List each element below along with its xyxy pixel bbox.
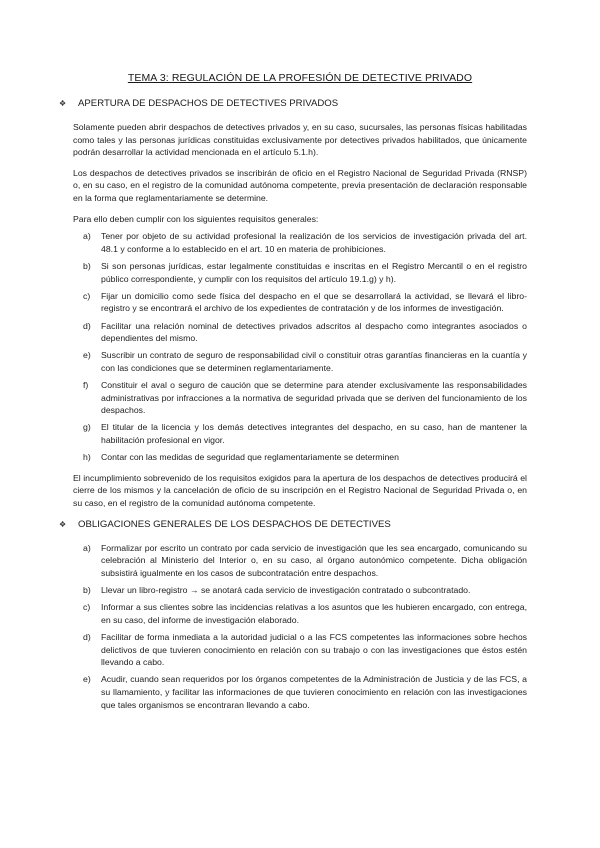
- section-heading-apertura: [59, 98, 527, 109]
- paragraph: Para ello deben cumplir con los siguientes requisitos generales:: [73, 213, 319, 224]
- list-item-letter: b): [83, 260, 91, 271]
- list-item: [83, 631, 527, 669]
- list-item: [83, 349, 527, 374]
- list-item-letter: d): [83, 631, 91, 642]
- list-item-text: Informar a sus clientes sobre las incidencias relativas a los asuntos que les hubieren encargado, con entrega, en su caso, del informe de investigación elaborado.: [101, 602, 527, 625]
- list-item-text: Contar con las medidas de seguridad que reglamentariamente se determinen: [101, 452, 399, 463]
- diamond-bullet-icon: ❖: [59, 519, 67, 529]
- list-item-text: Facilitar una relación nominal de detectives privados adscritos al despacho como integrantes asociados o dependientes del mismo.: [101, 320, 527, 344]
- paragraph: El incumplimiento sobrevenido de los requisitos exigidos para la apertura de los despachos de detectives producirá el cierre de los mismos y la cancelación de oficio de su inscripción en el Registro Nacional de Seguridad Privada o, en su caso, en el registro de la comunidad autónoma competente.: [73, 472, 527, 508]
- list-item: [83, 290, 527, 315]
- page-title: TEMA 3: REGULACIÓN DE LA PROFESIÓN DE DETECTIVE PRIVADO: [127, 72, 473, 84]
- list-item-text: Facilitar de forma inmediata a la autoridad judicial o a las FCS competentes las informaciones sobre hechos delictivos de que tuvieren conocimiento en relación con su trabajo o con las investigaciones que éstos estén llevando a cabo.: [101, 631, 527, 668]
- list-item-text: Si son personas jurídicas, estar legalmente constituidas e inscritas en el Registro Mercantil o en el registro público correspondiente, y cumplir con los requisitos del artículo 19.1.g) y h).: [101, 260, 527, 284]
- list-item-letter: d): [83, 320, 91, 331]
- list-item-letter: e): [83, 350, 91, 361]
- list-item-letter: c): [83, 602, 91, 613]
- list-item-text: Constituir el aval o seguro de caución que se determine para atender exclusivamente las responsabilidades administrativas por infracciones a la normativa de seguridad privada que se deriven del funcionamiento de los despachos.: [101, 380, 527, 416]
- requirements-list: [73, 230, 527, 464]
- list-item-text: El titular de la licencia y los demás detectives integrantes del despacho, en su caso, han de mantener la habilitación profesional en vigor.: [101, 422, 527, 446]
- list-item-letter: h): [83, 452, 91, 463]
- list-item: [83, 421, 527, 446]
- list-item-text: Fijar un domicilio como sede física del despacho en el que se desarrollará la actividad, se llevará el libro-registro y se encontrará el archivo de los expedientes de contratación y de los informes de investigación.: [101, 290, 527, 314]
- section-heading-text: APERTURA DE DESPACHOS DE DETECTIVES PRIVADOS: [78, 98, 339, 109]
- list-item-text: Formalizar por escrito un contrato por cada servicio de investigación que les sea encargado, comunicando su celebración al Ministerio del Interior o, en su caso, al órgano autonómico competente. Dicha obligación subsistirá igualmente en los casos de subcontratación entre despachos.: [101, 542, 527, 578]
- list-item-text: Suscribir un contrato de seguro de responsabilidad civil o constituir otras garantías financieras en la cuantía y con las condiciones que se determinen reglamentariamente.: [101, 350, 527, 373]
- section-heading-obligaciones: [59, 518, 527, 530]
- list-item: [83, 542, 527, 580]
- obligations-list: [73, 542, 527, 712]
- list-item: [83, 260, 527, 285]
- list-item-letter: b): [83, 584, 91, 595]
- list-item: [83, 601, 527, 626]
- list-item: [83, 451, 527, 464]
- list-item-letter: e): [83, 674, 91, 685]
- list-item: [83, 230, 527, 255]
- list-item-letter: a): [83, 542, 91, 553]
- list-item-text: Llevar un libro-registro → se anotará cada servicio de investigación contratado o subcontratado.: [101, 584, 471, 595]
- list-item-text: Acudir, cuando sean requeridos por los órganos competentes de la Administración de Justicia y de las FCS, a su llamamiento, y facilitar las informaciones de que tuvieren conocimiento en relación con las investigaciones que tales organismos se encontraran llevando a cabo.: [101, 674, 527, 710]
- list-item: [83, 320, 527, 345]
- list-item-letter: a): [83, 231, 91, 242]
- paragraph: Solamente pueden abrir despachos de detectives privados y, en su caso, sucursales, las personas físicas habilitadas como tales y las personas jurídicas constituidas exclusivamente por detectives privados habilitados, que únicamente podrán desarrollar la actividad mencionada en el artículo 5.1.h).: [73, 122, 527, 158]
- list-item: [83, 584, 527, 597]
- list-item-text: Tener por objeto de su actividad profesional la realización de los servicios de investigación privada del art. 48.1 y conforme a lo establecido en el art. 10 en materia de prohibiciones.: [101, 231, 527, 254]
- list-item-letter: f): [83, 380, 89, 391]
- diamond-bullet-icon: ❖: [59, 99, 67, 108]
- paragraph: Los despachos de detectives privados se inscribirán de oficio en el Registro Nacional de Seguridad Privada (RNSP) o, en su caso, en el registro de la comunidad autónoma competente, previa presentación de declaración responsable en la forma que reglamentariamente se determine.: [73, 167, 527, 203]
- list-item-letter: g): [83, 422, 91, 433]
- list-item: [83, 673, 527, 711]
- section-heading-text: OBLIGACIONES GENERALES DE LOS DESPACHOS DE DETECTIVES: [78, 518, 391, 530]
- list-item-letter: c): [83, 290, 91, 301]
- list-item: [83, 379, 527, 417]
